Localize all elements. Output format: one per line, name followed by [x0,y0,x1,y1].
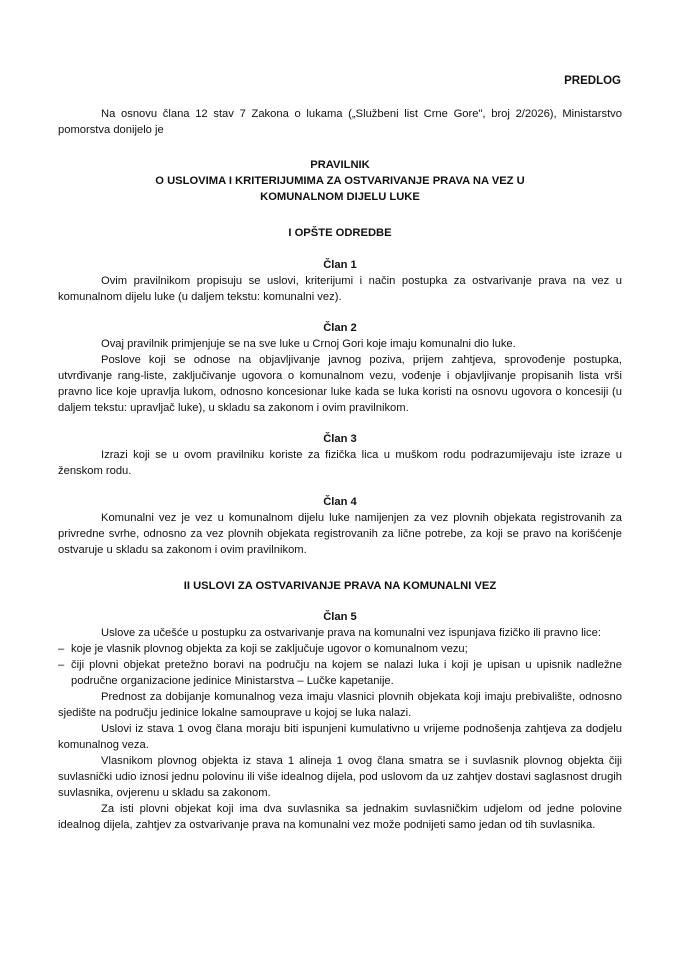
section-heading-2: II USLOVI ZA OSTVARIVANJE PRAVA NA KOMUNALNI VEZ [183,580,497,592]
clan-4-heading: Član 4 [323,496,357,508]
list-item: – koje je vlasnik plovnog objekta za koji se zaključuje ugovor o komunalnom vezu; [58,641,622,657]
clan-5-paragraph-4: Vlasnikom plovnog objekta iz stava 1 alineja 1 ovog člana smatra se i suvlasnik plovnog objekta čiji suvlasnički udio iznosi jednu polovinu ili više idealnog dijela, pod uslovom da uz zahtjev dostavi saglasnost drugih suvlasnika, ovjerenu u skladu sa zakonom. [58,755,622,799]
section-heading-1: I OPŠTE ODREDBE [288,227,392,239]
list-item: – čiji plovni objekat pretežno boravi na području na kojem se nalazi luka i koji je upisan u upisnik nadležne područne organizacione jedinice Ministarstva – Lučke kapetanije. [58,657,622,689]
clan-3-heading: Član 3 [323,433,357,445]
clan-3-paragraph-1: Izrazi koji se u ovom pravilniku koriste za fizička lica u muškom rodu podrazumijevaju iste izraze u ženskom rodu. [58,449,622,477]
clan-5-paragraph-3: Uslovi iz stava 1 ovog člana moraju biti ispunjeni kumulativno u vrijeme podnošenja zahtjeva za dodjelu komunalnog veza. [58,723,622,751]
clan-2-paragraph-2: Poslove koji se odnose na objavljivanje javnog poziva, prijem zahtjeva, sprovođenje postupka, utvrđivanje rang-liste, zaključivanje ugovora o komunalnom vezu, vođenje i objavljivanje propisanih lista vrši pravno lice koje upravlja lukom, odnosno koncesionar luke kada se luka koristi na osnovu ugovora o koncesiji (u daljem tekstu: upravljač luke), u skladu sa zakonom i ovim pravilnikom. [58,354,622,414]
clan-2-paragraph-1: Ovaj pravilnik primjenjuje se na sve luke u Crnoj Gori koje imaju komunalni dio luke. [101,338,516,350]
clan-1-heading: Član 1 [323,259,357,271]
clan-5-paragraph-2: Prednost za dobijanje komunalnog veza imaju vlasnici plovnih objekata koji imaju prebivalište, odnosno sjedište na području jedinice lokalne samouprave u kojoj se luka nalazi. [58,691,622,719]
predlog-label: PREDLOG [564,75,621,87]
clan-1-paragraph-1: Ovim pravilnikom propisuju se uslovi, kriterijumi i način postupka za ostvarivanje prava na vez u komunalnom dijelu luke (u daljem tekstu: komunalni vez). [58,275,622,303]
title-line-2: O USLOVIMA I KRITERIJUMIMA ZA OSTVARIVANJE PRAVA NA VEZ U KOMUNALNOM DIJELU LUKE [155,175,525,203]
clan-5-list [58,641,622,689]
intro-paragraph: Na osnovu člana 12 stav 7 Zakona o lukama („Službeni list Crne Gore", broj 2/2026), Ministarstvo pomorstva donijelo je [58,108,622,136]
clan-2-heading: Član 2 [323,322,357,334]
clan-5-paragraph-5: Za isti plovni objekat koji ima dva suvlasnika sa jednakim suvlasničkim udjelom od jedne polovine idealnog dijela, zahtjev za ostvarivanje prava na komunalni vez može podnijeti samo jedan od tih suvlasnika. [58,803,622,831]
document-body [58,106,622,833]
clan-5-heading: Član 5 [323,611,357,623]
document-title [58,157,622,205]
title-line-1: PRAVILNIK [310,159,370,171]
clan-5-paragraph-1: Uslove za učešće u postupku za ostvarivanje prava na komunalni vez ispunjava fizičko ili pravno lice: [101,627,601,639]
clan-4-paragraph-1: Komunalni vez je vez u komunalnom dijelu luke namijenjen za vez plovnih objekata registrovanih za privredne svrhe, odnosno za vez plovnih objekata registrovanih za lične potrebe, za koji se pravo na korišćenje ostvaruje u skladu sa zakonom i ovim pravilnikom. [58,512,622,556]
